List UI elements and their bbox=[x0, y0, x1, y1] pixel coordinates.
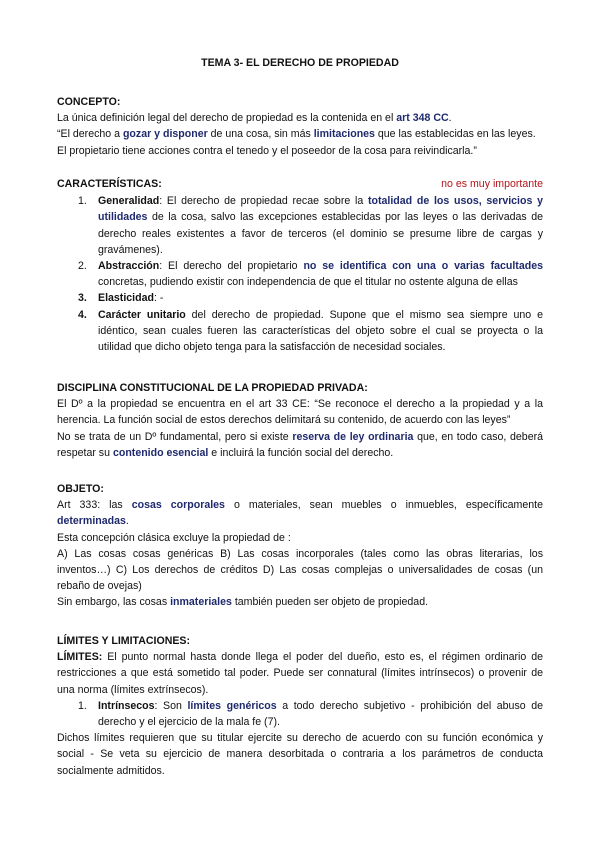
disciplina-section bbox=[57, 380, 543, 461]
objeto-paragraph-4: Sin embargo, las cosas inmateriales también pueden ser objeto de propiedad. bbox=[57, 596, 429, 609]
caracteristicas-heading: CARACTERÍSTICAS: bbox=[57, 178, 162, 190]
objeto-heading: OBJETO: bbox=[57, 483, 104, 495]
concepto-heading: CONCEPTO: bbox=[57, 96, 121, 108]
limites-paragraph-2: Dichos límites requieren que su titular ejercite su derecho de acuerdo con su función económica y social - Se veta su ejercicio de manera desorbitada o contraria a los parámetros de conducta socialmente admitidos. bbox=[57, 732, 543, 777]
concepto-section bbox=[57, 94, 543, 159]
caracteristicas-section bbox=[57, 176, 543, 355]
list-item: 4. Carácter unitario del derecho de propiedad. Supone que el mismo sea siempre uno e idéntico, sean cuales fueren las características del objeto sobre el cual se proyecta o la utilidad que dicho objeto tenga para la satisfacción de necesidad sociales. bbox=[78, 308, 543, 354]
concepto-line-1: La única definición legal del derecho de propiedad es la contenida en el art 348 CC. bbox=[57, 112, 452, 125]
list-item: 1. Intrínsecos: Son límites genéricos a todo derecho subjetivo - prohibición del abuso de derecho y el ejercicio de la mala fe (7). bbox=[78, 699, 543, 729]
objeto-section bbox=[57, 481, 543, 611]
caracteristicas-header bbox=[57, 176, 543, 192]
disciplina-paragraph-2: No se trata de un Dº fundamental, pero si existe reserva de ley ordinaria que, en todo caso, deberá respetar su contenido esencial e incluirá la función social del derecho. bbox=[57, 430, 544, 459]
objeto-paragraph-1: Art 333: las cosas corporales o materiales, sean muebles o inmuebles, específicamente determinadas. bbox=[57, 499, 543, 528]
highlight-art-348: art 348 CC bbox=[396, 112, 449, 125]
list-item: 2. Abstracción: El derecho del propietario no se identifica con una o varias facultades concretas, pudiendo existir con independencia de que el titular no ostente alguna de ellas bbox=[78, 260, 543, 289]
margin-note: no es muy importante bbox=[441, 178, 543, 190]
list-item: 1. Generalidad: El derecho de propiedad recae sobre la totalidad de los usos, servicios y utilidades de la cosa, salvo las excepciones establecidas por las leyes o las derivadas de derecho reales existentes a favor de terceros (el dominio se presume libre de cargas y gravámenes). bbox=[78, 195, 543, 256]
limites-heading: LÍMITES Y LIMITACIONES: bbox=[57, 635, 191, 647]
list-item: 3. Elasticidad: - bbox=[78, 292, 164, 305]
objeto-paragraph-3: A) Las cosas cosas genéricas B) Las cosas incorporales (tales como las obras literarias, los inventos…) C) Los derechos de créditos D) Las cosas complejas o universalidades de cosas (un rebaño de ovejas) bbox=[57, 547, 543, 593]
disciplina-heading: DISCIPLINA CONSTITUCIONAL DE LA PROPIEDAD PRIVADA: bbox=[57, 382, 368, 394]
disciplina-paragraph-1: El Dº a la propiedad se encuentra en el art 33 CE: “Se reconoce el derecho a la propiedad y a la herencia. La función social de estos derechos delimitará su contenido, de acuerdo con las leyes” bbox=[57, 398, 543, 427]
objeto-paragraph-2: Esta concepción clásica excluye la propiedad de : bbox=[57, 531, 291, 544]
limites-section bbox=[57, 633, 543, 779]
document-title: TEMA 3- EL DERECHO DE PROPIEDAD bbox=[201, 57, 399, 69]
limites-paragraph-1: LÍMITES: El punto normal hasta donde llega el poder del dueño, esto es, el régimen ordinario de restricciones a que está sometido tal poder. Puede ser connatural (límites intrínsecos) o provenir de una norma (límites extrínsecos). bbox=[57, 651, 543, 696]
highlight-gozar: gozar y disponer bbox=[122, 128, 208, 141]
highlight-limitaciones: limitaciones bbox=[313, 128, 375, 141]
concepto-line-3: El propietario tiene acciones contra el tenedo y el poseedor de la cosa para reivindicarla.” bbox=[57, 144, 477, 157]
concepto-line-2: “El derecho a gozar y disponer de una cosa, sin más limitaciones que las establecidas en las leyes. bbox=[57, 128, 536, 141]
